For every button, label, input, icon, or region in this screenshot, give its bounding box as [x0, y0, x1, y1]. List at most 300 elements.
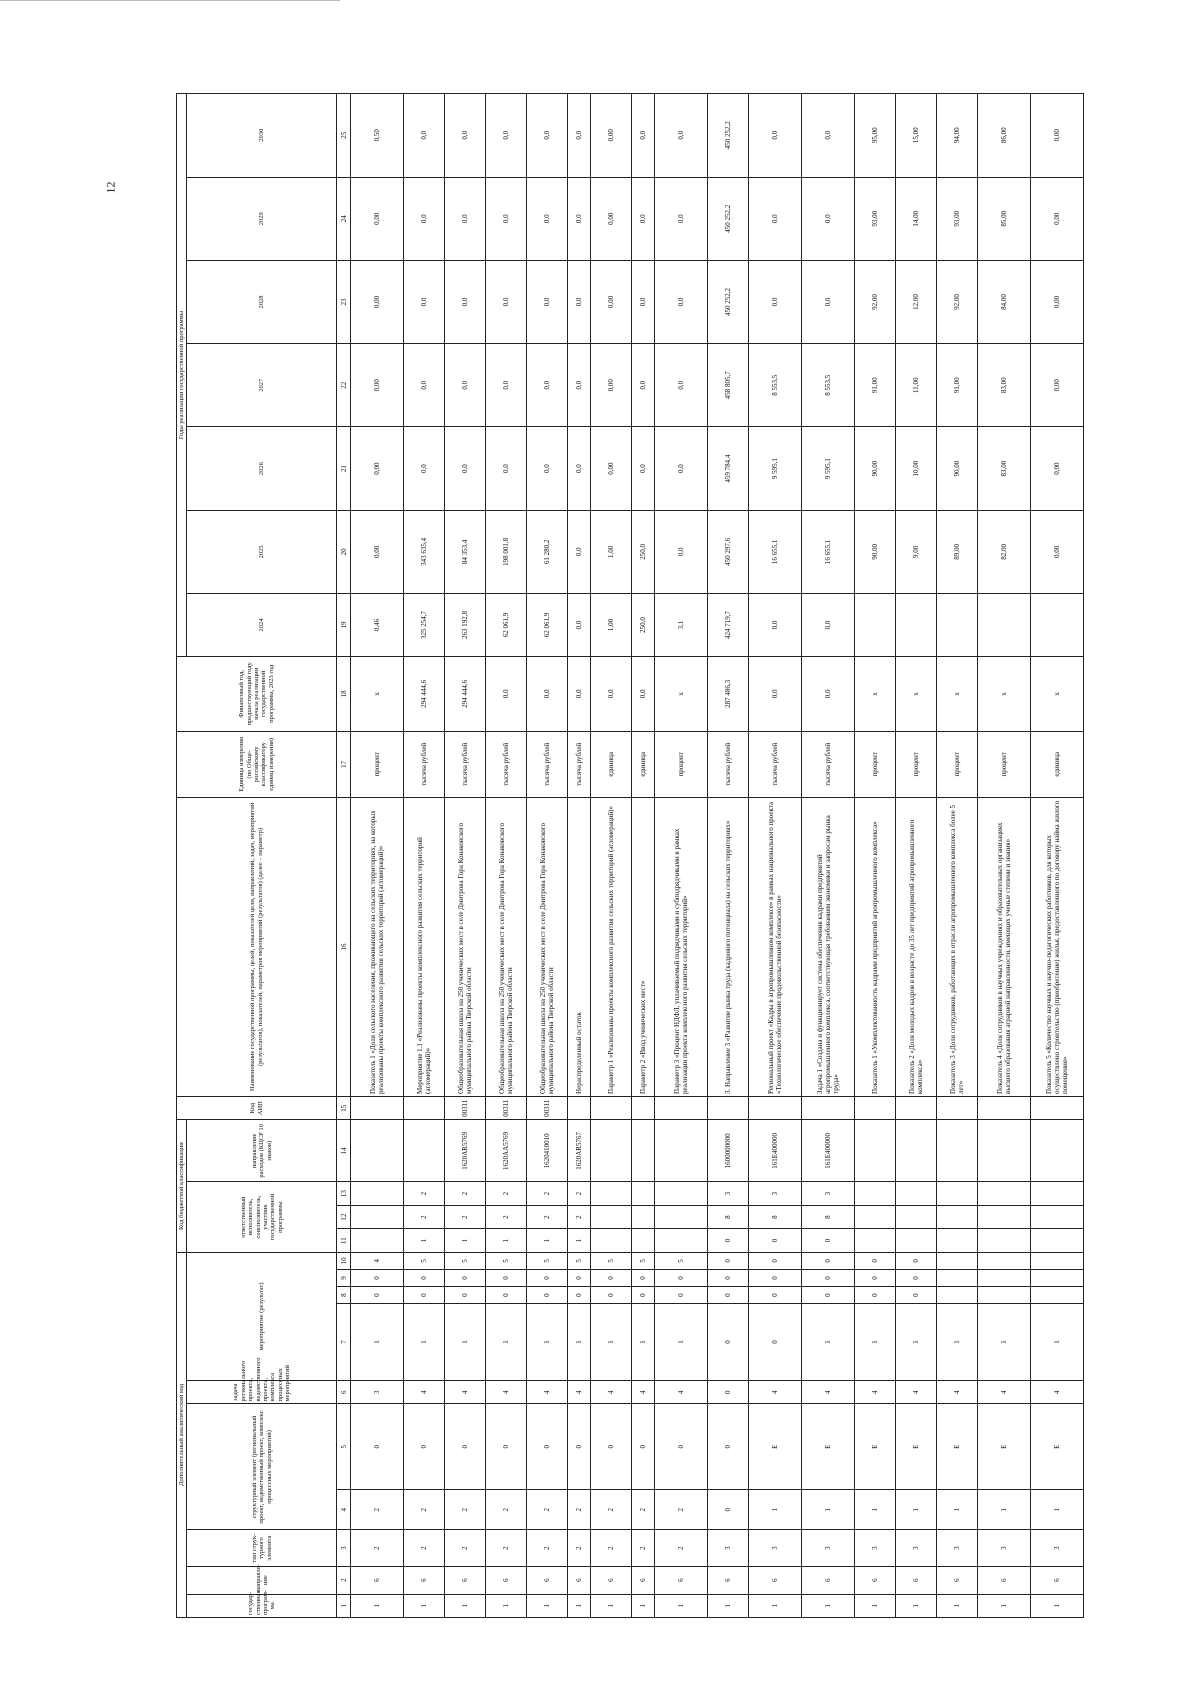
code-cell-c12: [937, 1205, 978, 1228]
code-cell-c12: 2: [404, 1205, 445, 1228]
code-cell-c11: 0: [802, 1229, 855, 1252]
table-row: [896, 94, 937, 1618]
year-value-cell: 0,00: [591, 94, 632, 178]
item-name-cell: Показатель 1 «Укомплектованность кадрами предприятий агропромышленного комплекса»: [855, 797, 896, 1096]
code-cell-c1: 1: [896, 1594, 937, 1617]
year-value-cell: 93,00: [855, 177, 896, 260]
year-value-cell: 91,00: [855, 344, 896, 427]
code-cell-c8: 0: [896, 1287, 937, 1304]
code-cell-c14: [855, 1120, 896, 1182]
code-cell-c5: Е: [978, 1404, 1031, 1489]
column-number-row: [337, 94, 351, 1618]
table-row: [708, 94, 749, 1618]
code-cell-c13: [1031, 1182, 1084, 1205]
code-cell-c13: [591, 1182, 632, 1205]
year-value-cell: 450 297,6: [708, 510, 749, 593]
column-number: 1: [337, 1594, 351, 1617]
code-cell-c10: 5: [568, 1252, 591, 1269]
year-value-cell: 263 192,8: [445, 593, 486, 656]
table-row: [527, 94, 568, 1618]
year-value-cell: 0,0: [445, 177, 486, 260]
base-year-cell: x: [351, 656, 404, 731]
code-cell-c10: 4: [351, 1252, 404, 1269]
code-cell-c15: 00311: [486, 1096, 527, 1119]
year-value-cell: 250,0: [632, 510, 655, 593]
code-cell-c8: 0: [568, 1287, 591, 1304]
year-value-cell: [855, 593, 896, 656]
year-value-cell: 0,00: [591, 260, 632, 343]
code-cell-c5: Е: [855, 1404, 896, 1489]
year-value-cell: 0,0: [486, 94, 527, 178]
item-name-cell: Показатель 5 «Количество научных и научно-педагогических работников, для которых осуществлено строительство (приобретение) жилья, предоставленного по договору найма жилого помещения»: [1031, 797, 1084, 1096]
code-cell-c7: 1: [937, 1304, 978, 1381]
code-cell-c2: 6: [486, 1566, 527, 1594]
code-cell-c9: 0: [708, 1269, 749, 1286]
column-number: 24: [337, 177, 351, 260]
code-cell-c1: 1: [527, 1594, 568, 1617]
base-year-cell: 294 444,6: [445, 656, 486, 731]
code-cell-c5: Е: [896, 1404, 937, 1489]
code-cell-c1: 1: [486, 1594, 527, 1617]
header-year: 2025: [187, 510, 337, 593]
code-cell-c15: [655, 1096, 708, 1119]
code-cell-c7: 1: [351, 1304, 404, 1381]
code-cell-c6: 4: [802, 1380, 855, 1403]
year-value-cell: 0,0: [404, 344, 445, 427]
year-value-cell: 0,0: [527, 344, 568, 427]
header-direction: направле-ние: [187, 1566, 337, 1594]
code-cell-c7: 1: [802, 1304, 855, 1381]
column-number: 13: [337, 1182, 351, 1205]
year-value-cell: 10,00: [896, 427, 937, 510]
year-value-cell: 450 252,2: [708, 177, 749, 260]
code-cell-c8: 0: [591, 1287, 632, 1304]
year-value-cell: 90,00: [855, 510, 896, 593]
item-name-cell: Показатель 4 «Доля сотрудников в научных учреждениях и образовательных организациях высшего образования аграрной направленности, имеющих ученые степени и звания»: [978, 797, 1031, 1096]
year-value-cell: 343 635,4: [404, 510, 445, 593]
code-cell-c7: 1: [896, 1304, 937, 1381]
table-row: [855, 94, 896, 1618]
code-cell-c3: 3: [802, 1530, 855, 1566]
item-name-cell: Региональный проект «Кадры в агропромышленном комплексе» в рамках национального проекта «Технологическое обеспечение продовольственной безопасности»: [749, 797, 802, 1096]
code-cell-c8: 0: [404, 1287, 445, 1304]
code-cell-c1: 1: [445, 1594, 486, 1617]
year-value-cell: 0,00: [351, 344, 404, 427]
code-cell-c4: 1: [896, 1489, 937, 1530]
year-value-cell: 0,0: [749, 94, 802, 178]
header-aip: Код АИП: [177, 1096, 337, 1119]
code-cell-c4: 1: [1031, 1489, 1084, 1530]
year-value-cell: 0,0: [445, 260, 486, 343]
code-cell-c9: 0: [527, 1269, 568, 1286]
code-cell-c4: 0: [708, 1489, 749, 1530]
code-cell-c12: [855, 1205, 896, 1228]
code-cell-c3: 3: [708, 1530, 749, 1566]
code-cell-c8: 0: [527, 1287, 568, 1304]
year-value-cell: 0,0: [802, 260, 855, 343]
code-cell-c2: 6: [404, 1566, 445, 1594]
code-cell-c2: 6: [855, 1566, 896, 1594]
code-cell-c15: [632, 1096, 655, 1119]
year-value-cell: 450 252,2: [708, 94, 749, 178]
code-cell-c3: 2: [568, 1530, 591, 1566]
code-cell-c11: [1031, 1229, 1084, 1252]
code-cell-c2: 6: [937, 1566, 978, 1594]
code-cell-c4: 2: [632, 1489, 655, 1530]
code-cell-c13: 2: [568, 1182, 591, 1205]
year-value-cell: 0,0: [802, 177, 855, 260]
year-value-cell: 0,00: [591, 427, 632, 510]
year-value-cell: 86,00: [978, 94, 1031, 178]
year-value-cell: 0,0: [632, 344, 655, 427]
year-value-cell: 91,00: [937, 344, 978, 427]
year-value-cell: 92,00: [937, 260, 978, 343]
year-value-cell: 0,00: [351, 510, 404, 593]
code-cell-c15: [1031, 1096, 1084, 1119]
code-cell-c8: [937, 1287, 978, 1304]
code-cell-c7: 0: [749, 1304, 802, 1381]
year-value-cell: 0,50: [351, 94, 404, 178]
code-cell-c2: 6: [568, 1566, 591, 1594]
code-cell-c1: 1: [655, 1594, 708, 1617]
column-number: 14: [337, 1120, 351, 1182]
table-row: [632, 94, 655, 1618]
unit-cell: единица: [591, 731, 632, 797]
code-cell-c10: 5: [632, 1252, 655, 1269]
year-value-cell: [978, 593, 1031, 656]
code-cell-c13: 3: [802, 1182, 855, 1205]
code-cell-c8: 0: [445, 1287, 486, 1304]
code-cell-c5: 0: [708, 1404, 749, 1489]
code-cell-c15: [568, 1096, 591, 1119]
code-cell-c6: 4: [568, 1380, 591, 1403]
year-value-cell: 250,0: [632, 593, 655, 656]
code-cell-c10: 0: [802, 1252, 855, 1269]
code-cell-c11: [896, 1229, 937, 1252]
code-cell-c10: 5: [404, 1252, 445, 1269]
code-cell-c10: [978, 1252, 1031, 1269]
year-value-cell: 84,00: [978, 260, 1031, 343]
code-cell-c6: 4: [937, 1380, 978, 1403]
unit-cell: тысяча рублей: [708, 731, 749, 797]
code-cell-c14: [978, 1120, 1031, 1182]
header-year: 2030: [187, 94, 337, 178]
year-value-cell: 62 061,9: [527, 593, 568, 656]
year-value-cell: 95,00: [855, 94, 896, 178]
code-cell-c11: 1: [404, 1229, 445, 1252]
code-cell-c12: [978, 1205, 1031, 1228]
code-cell-c9: 0: [655, 1269, 708, 1286]
code-cell-c11: 0: [708, 1229, 749, 1252]
code-cell-c14: [351, 1120, 404, 1182]
code-cell-c1: 1: [937, 1594, 978, 1617]
year-value-cell: 0,0: [486, 260, 527, 343]
code-cell-c4: 2: [445, 1489, 486, 1530]
year-value-cell: 8 553,5: [802, 344, 855, 427]
code-cell-c2: 6: [591, 1566, 632, 1594]
base-year-cell: 0,0: [591, 656, 632, 731]
code-cell-c8: 0: [708, 1287, 749, 1304]
table-row: [802, 94, 855, 1618]
code-cell-c13: [351, 1182, 404, 1205]
table-row: [978, 94, 1031, 1618]
code-cell-c11: 1: [486, 1229, 527, 1252]
code-cell-c9: 0: [591, 1269, 632, 1286]
code-cell-c1: 1: [978, 1594, 1031, 1617]
code-cell-c15: [591, 1096, 632, 1119]
code-cell-c3: 2: [527, 1530, 568, 1566]
code-cell-c10: 5: [591, 1252, 632, 1269]
year-value-cell: 0,00: [1031, 510, 1084, 593]
code-cell-c5: 0: [632, 1404, 655, 1489]
code-cell-c3: 2: [445, 1530, 486, 1566]
year-value-cell: 0,00: [1031, 260, 1084, 343]
base-year-cell: x: [937, 656, 978, 731]
year-value-cell: 85,00: [978, 177, 1031, 260]
code-cell-c8: 0: [655, 1287, 708, 1304]
code-cell-c14: [1031, 1120, 1084, 1182]
year-value-cell: 0,0: [568, 344, 591, 427]
column-number: 4: [337, 1489, 351, 1530]
code-cell-c9: 0: [445, 1269, 486, 1286]
base-year-cell: x: [655, 656, 708, 731]
code-cell-c3: 3: [896, 1530, 937, 1566]
code-cell-c3: 2: [486, 1530, 527, 1566]
year-value-cell: 450 252,2: [708, 260, 749, 343]
item-name-cell: Параметр 2 «Ввод ученических мест»: [632, 797, 655, 1096]
header-year: 2024: [187, 593, 337, 656]
code-cell-c4: 2: [486, 1489, 527, 1530]
year-value-cell: 0,0: [568, 593, 591, 656]
year-value-cell: 1,00: [591, 593, 632, 656]
code-cell-c8: [978, 1287, 1031, 1304]
unit-cell: единица: [632, 731, 655, 797]
year-value-cell: 0,0: [655, 260, 708, 343]
base-year-cell: 0,0: [632, 656, 655, 731]
code-cell-c10: 5: [655, 1252, 708, 1269]
header-program: государ-ственная програм-ма: [187, 1594, 337, 1617]
year-value-cell: 459 784,4: [708, 427, 749, 510]
base-year-cell: x: [855, 656, 896, 731]
code-cell-c2: 6: [527, 1566, 568, 1594]
code-cell-c3: 2: [351, 1530, 404, 1566]
year-value-cell: [937, 593, 978, 656]
code-cell-c7: 1: [568, 1304, 591, 1381]
column-number: 11: [337, 1229, 351, 1252]
unit-cell: тысяча рублей: [749, 731, 802, 797]
code-cell-c12: [896, 1205, 937, 1228]
unit-cell: тысяча рублей: [802, 731, 855, 797]
year-value-cell: 0,00: [351, 427, 404, 510]
code-cell-c2: 6: [655, 1566, 708, 1594]
code-cell-c8: 0: [632, 1287, 655, 1304]
unit-cell: тысяча рублей: [486, 731, 527, 797]
code-cell-c13: 2: [404, 1182, 445, 1205]
table-row: [591, 94, 632, 1618]
year-value-cell: 0,0: [527, 427, 568, 510]
code-cell-c3: 2: [655, 1530, 708, 1566]
code-cell-c6: 3: [351, 1380, 404, 1403]
table-row: [351, 94, 404, 1618]
code-cell-c8: 0: [486, 1287, 527, 1304]
year-value-cell: 83,00: [978, 344, 1031, 427]
header-additional-code: Дополнительный аналитический код: [177, 1252, 187, 1617]
code-cell-c12: [1031, 1205, 1084, 1228]
code-cell-c6: 4: [486, 1380, 527, 1403]
code-cell-c11: [978, 1229, 1031, 1252]
code-cell-c9: 0: [855, 1269, 896, 1286]
column-number: 7: [337, 1304, 351, 1381]
header-unit: Единица измерения (по Обще-российскому классификатору единиц измерения): [177, 731, 337, 797]
code-cell-c6: 4: [978, 1380, 1031, 1403]
header-executor: ответственный исполнитель, соисполнитель, участник государственной программы: [187, 1182, 337, 1252]
code-cell-c11: 1: [527, 1229, 568, 1252]
unit-cell: процент: [655, 731, 708, 797]
code-cell-c1: 1: [1031, 1594, 1084, 1617]
table-row: [404, 94, 445, 1618]
code-cell-c5: 0: [568, 1404, 591, 1489]
code-cell-c7: 1: [445, 1304, 486, 1381]
column-number: 12: [337, 1205, 351, 1228]
code-cell-c9: [978, 1269, 1031, 1286]
code-cell-c4: 2: [404, 1489, 445, 1530]
column-number: 2: [337, 1566, 351, 1594]
code-cell-c13: 2: [445, 1182, 486, 1205]
code-cell-c12: 2: [568, 1205, 591, 1228]
table-row: [749, 94, 802, 1618]
unit-cell: тысяча рублей: [527, 731, 568, 797]
code-cell-c11: 1: [568, 1229, 591, 1252]
code-cell-c5: 0: [591, 1404, 632, 1489]
code-cell-c6: 0: [708, 1380, 749, 1403]
base-year-cell: 287 486,3: [708, 656, 749, 731]
header-base-year: Финансовый год, предшествующий году начала реализации государственной программы, 2023 год: [177, 656, 337, 731]
code-cell-c7: 1: [591, 1304, 632, 1381]
year-value-cell: 15,00: [896, 94, 937, 178]
code-cell-c7: 1: [978, 1304, 1031, 1381]
year-value-cell: 89,00: [937, 510, 978, 593]
year-value-cell: 8 553,5: [749, 344, 802, 427]
code-cell-c6: 4: [591, 1380, 632, 1403]
year-value-cell: 0,0: [404, 260, 445, 343]
code-cell-c13: [937, 1182, 978, 1205]
code-cell-c6: 4: [632, 1380, 655, 1403]
column-number: 20: [337, 510, 351, 593]
code-cell-c4: 1: [937, 1489, 978, 1530]
code-cell-c14: [937, 1120, 978, 1182]
code-cell-c5: Е: [1031, 1404, 1084, 1489]
year-value-cell: 0,0: [445, 94, 486, 178]
column-number: 17: [337, 731, 351, 797]
year-value-cell: 0,46: [351, 593, 404, 656]
code-cell-c14: 1620AR5767: [568, 1120, 591, 1182]
code-cell-c9: 0: [351, 1269, 404, 1286]
program-table: [176, 93, 1084, 1618]
code-cell-c4: 2: [568, 1489, 591, 1530]
code-cell-c9: 0: [568, 1269, 591, 1286]
column-number: 8: [337, 1287, 351, 1304]
code-cell-c9: 0: [896, 1269, 937, 1286]
code-cell-c15: [896, 1096, 937, 1119]
code-cell-c15: [937, 1096, 978, 1119]
code-cell-c3: 2: [404, 1530, 445, 1566]
code-cell-c7: 1: [527, 1304, 568, 1381]
table-row: [568, 94, 591, 1618]
code-cell-c9: [1031, 1269, 1084, 1286]
year-value-cell: 424 719,7: [708, 593, 749, 656]
year-value-cell: 61 280,2: [527, 510, 568, 593]
code-cell-c12: [591, 1205, 632, 1228]
code-cell-c12: 2: [445, 1205, 486, 1228]
year-value-cell: 11,00: [896, 344, 937, 427]
column-number: 23: [337, 260, 351, 343]
code-cell-c1: 1: [802, 1594, 855, 1617]
code-cell-c11: [655, 1229, 708, 1252]
column-number: 9: [337, 1269, 351, 1286]
code-cell-c4: 2: [527, 1489, 568, 1530]
code-cell-c11: 0: [749, 1229, 802, 1252]
code-cell-c11: [591, 1229, 632, 1252]
header-struct-type: тип струк-турного элемента: [187, 1530, 337, 1566]
code-cell-c7: 0: [708, 1304, 749, 1381]
table-row: [937, 94, 978, 1618]
year-value-cell: 0,0: [802, 593, 855, 656]
code-cell-c7: 1: [632, 1304, 655, 1381]
code-cell-c7: 1: [1031, 1304, 1084, 1381]
code-cell-c7: 1: [655, 1304, 708, 1381]
year-value-cell: 0,0: [404, 177, 445, 260]
year-value-cell: 0,0: [655, 427, 708, 510]
column-number: 5: [337, 1404, 351, 1489]
code-cell-c9: 0: [802, 1269, 855, 1286]
code-cell-c12: 2: [486, 1205, 527, 1228]
code-cell-c1: 1: [351, 1594, 404, 1617]
code-cell-c6: 4: [445, 1380, 486, 1403]
year-value-cell: 0,00: [1031, 94, 1084, 178]
code-cell-c15: [749, 1096, 802, 1119]
header-year: 2029: [187, 177, 337, 260]
code-cell-c1: 1: [855, 1594, 896, 1617]
base-year-cell: 294 444,6: [404, 656, 445, 731]
item-name-cell: Показатель 3 «Доля сотрудников, работающих в отрасли агропромышленного комплекса более 5 лет»: [937, 797, 978, 1096]
base-year-cell: x: [1031, 656, 1084, 731]
code-cell-c1: 1: [404, 1594, 445, 1617]
year-value-cell: 0,0: [527, 94, 568, 178]
year-value-cell: 0,0: [632, 177, 655, 260]
code-cell-c10: 5: [486, 1252, 527, 1269]
code-cell-c2: 6: [632, 1566, 655, 1594]
code-cell-c12: [351, 1205, 404, 1228]
year-value-cell: 93,00: [937, 177, 978, 260]
code-cell-c8: 0: [855, 1287, 896, 1304]
unit-cell: процент: [978, 731, 1031, 797]
unit-cell: единица: [1031, 731, 1084, 797]
code-cell-c2: 6: [978, 1566, 1031, 1594]
year-value-cell: 0,0: [404, 94, 445, 178]
code-cell-c10: 0: [749, 1252, 802, 1269]
unit-cell: тысяча рублей: [445, 731, 486, 797]
year-value-cell: 83,00: [978, 427, 1031, 510]
code-cell-c6: 4: [1031, 1380, 1084, 1403]
table-body: [337, 94, 1084, 1618]
code-cell-c12: 8: [802, 1205, 855, 1228]
code-cell-c12: 8: [749, 1205, 802, 1228]
table-row: [445, 94, 486, 1618]
year-value-cell: 0,0: [802, 94, 855, 178]
code-cell-c13: [655, 1182, 708, 1205]
unit-cell: процент: [896, 731, 937, 797]
base-year-cell: 0,0: [802, 656, 855, 731]
